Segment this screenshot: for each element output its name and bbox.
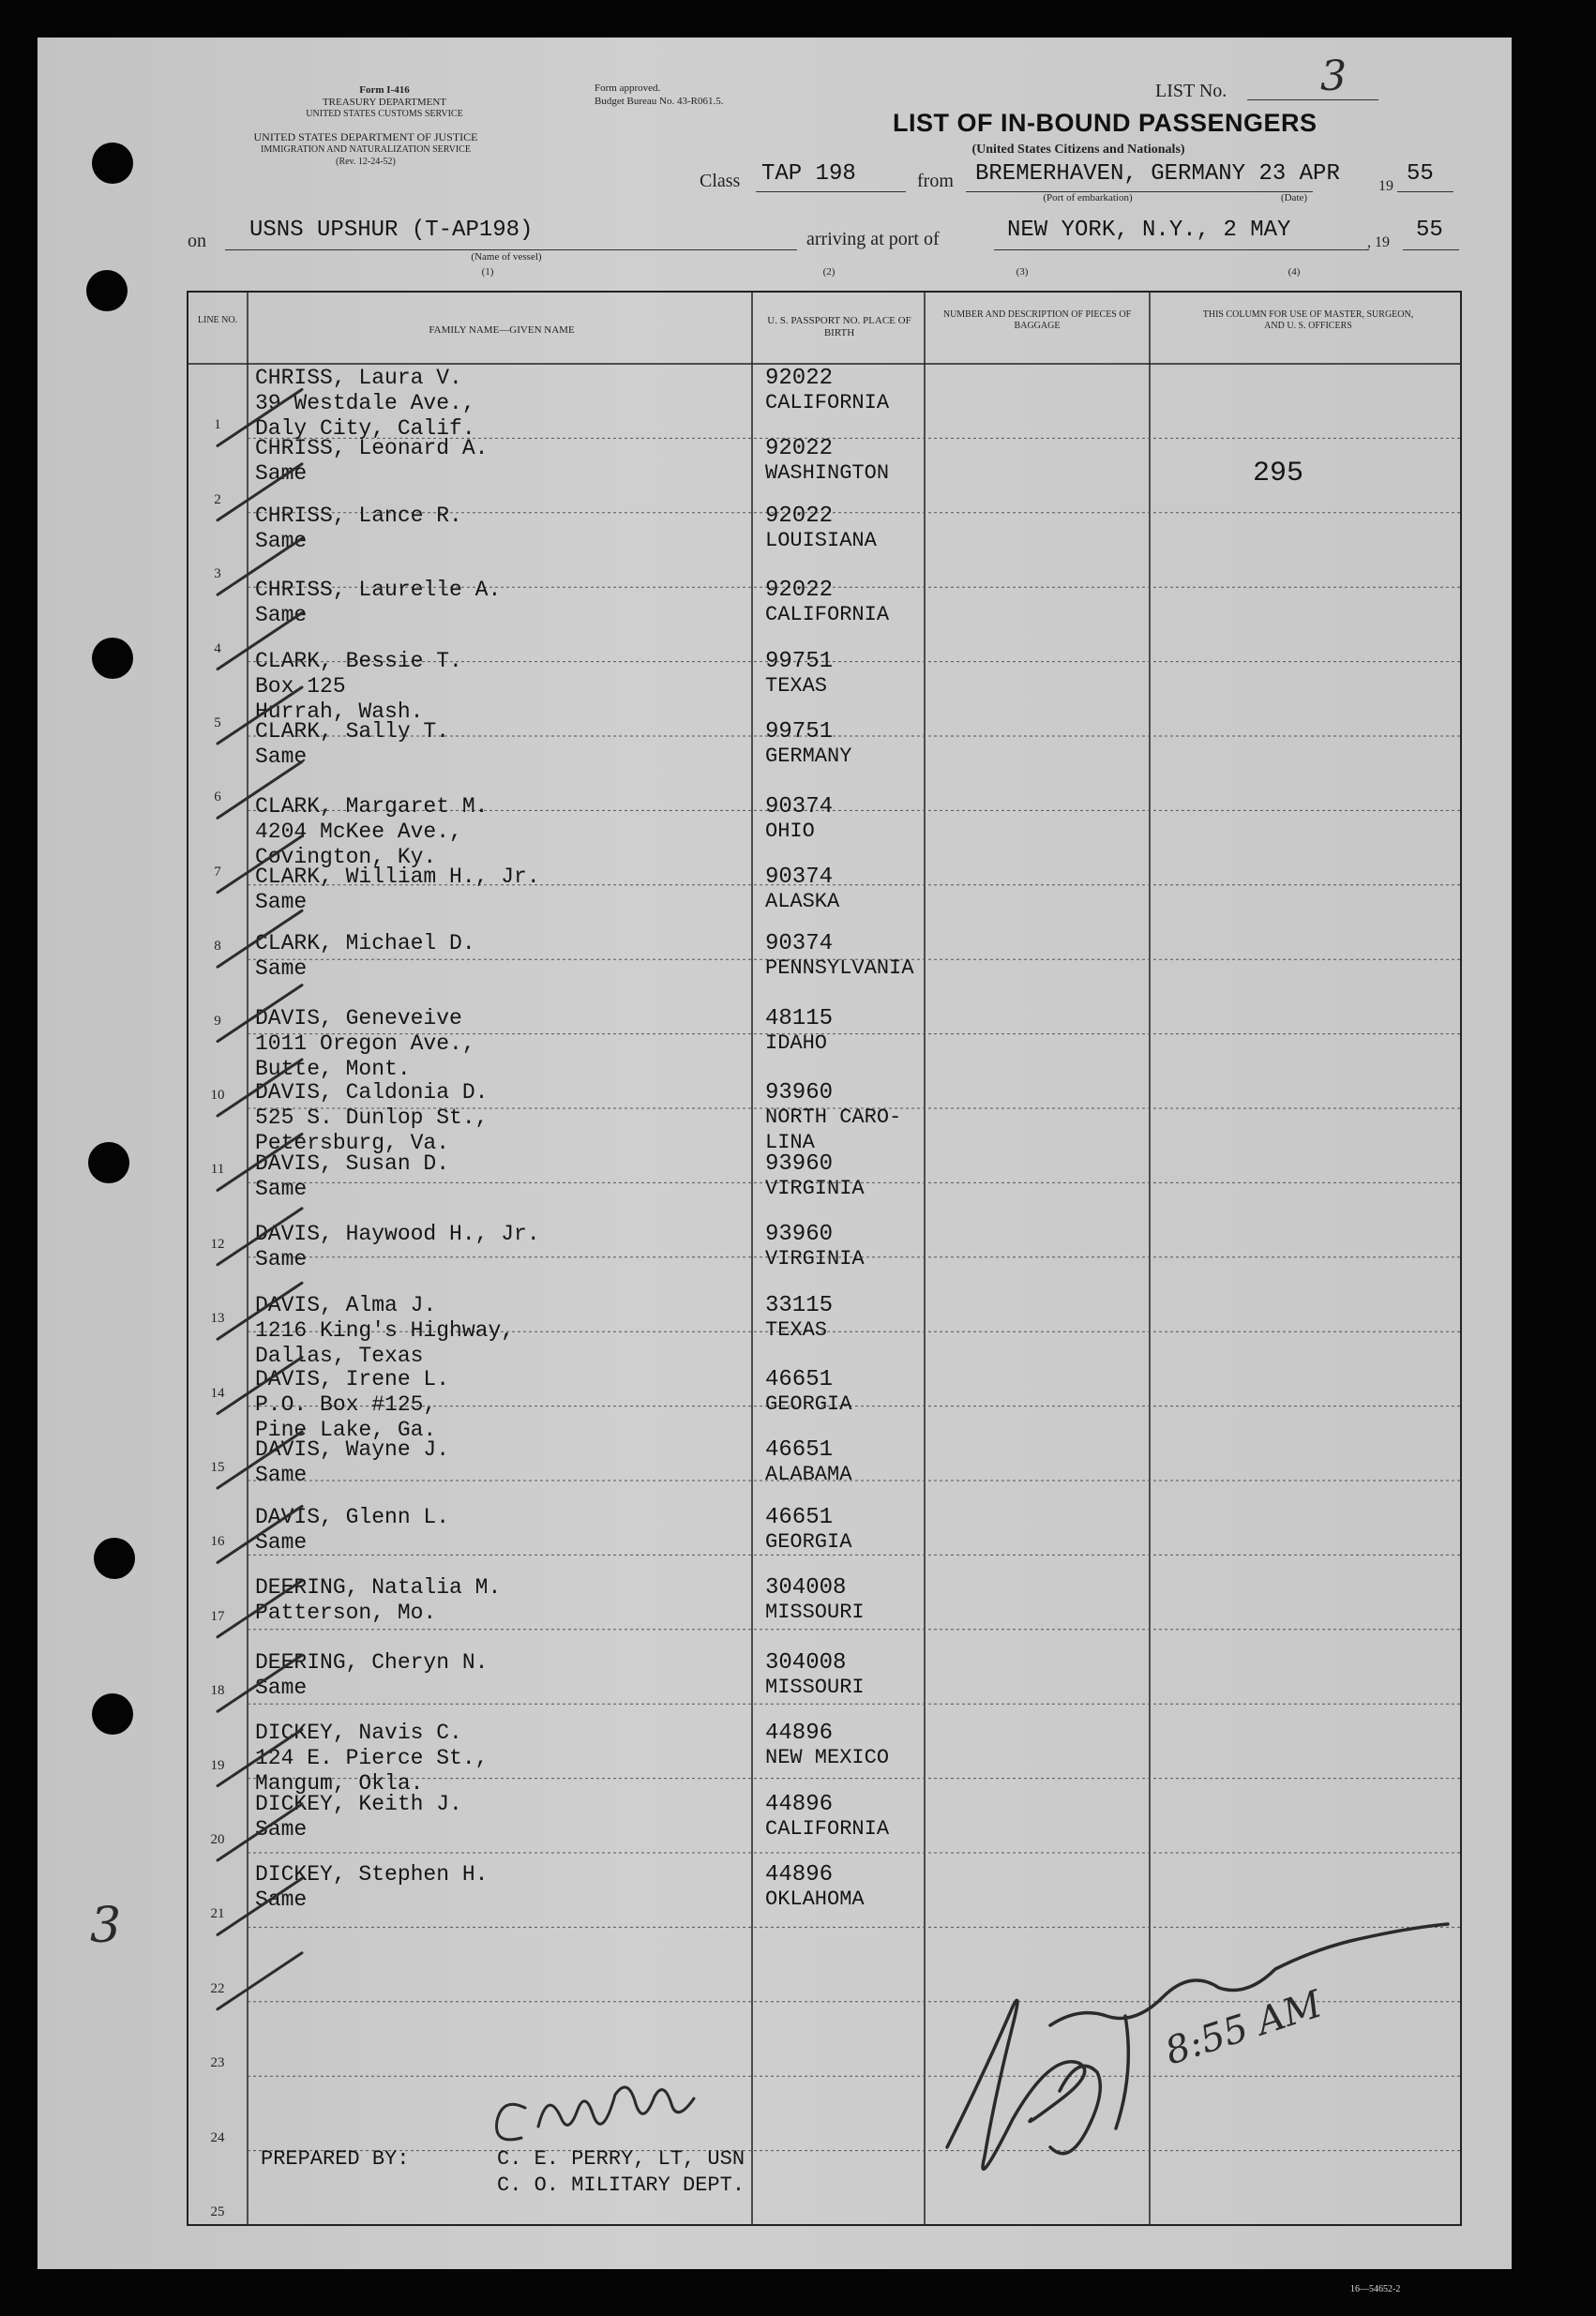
passenger-address: 4204 McKee Ave., [255, 819, 462, 844]
passport-number: 33115 [765, 1292, 834, 1318]
check-mark [218, 1804, 302, 1860]
class-value: TAP 198 [761, 161, 856, 187]
passenger-address: Pine Lake, Ga. [255, 1417, 437, 1442]
place-of-birth: LINA [765, 1131, 815, 1155]
line-number: 5 [214, 715, 221, 730]
list-no-value: 3 [1320, 53, 1347, 100]
passport-number: 92022 [765, 436, 834, 462]
passenger-address: Same [255, 528, 308, 553]
passenger-address: Dallas, Texas [255, 1343, 424, 1368]
line-number: 18 [210, 1683, 225, 1699]
passenger-address: Butte, Mont. [255, 1056, 411, 1081]
place-of-birth: NORTH CARO- [765, 1105, 902, 1130]
line-number: 17 [210, 1608, 225, 1624]
place-of-birth: MISSOURI [765, 1675, 865, 1699]
passport-number: 304008 [765, 1649, 847, 1676]
prepared-name: C. E. PERRY, LT, USN [497, 2147, 745, 2171]
place-of-birth: CALIFORNIA [765, 391, 890, 414]
passport-number: 93960 [765, 1222, 834, 1248]
col-index-1: (1) [481, 266, 494, 278]
header-officers: THIS COLUMN FOR USE OF MASTER, SURGEON, AND U. S. OFFICERS [1202, 309, 1414, 331]
passenger-name: DAVIS, Glenn L. [255, 1504, 450, 1529]
passenger-name: DAVIS, Wayne J. [255, 1437, 450, 1463]
passport-number: 46651 [765, 1366, 834, 1392]
passenger-address: Same [255, 1529, 308, 1555]
line-number: 25 [210, 2204, 225, 2219]
port-embarkation-label: (Port of embarkation) [1043, 192, 1133, 203]
place-of-birth: VIRGINIA [765, 1176, 865, 1200]
place-of-birth: ALASKA [765, 889, 840, 913]
from-value: BREMERHAVEN, GERMANY 23 APR [975, 161, 1340, 187]
passenger-name: DAVIS, Irene L. [255, 1366, 450, 1391]
place-of-birth: GEORGIA [765, 1391, 852, 1416]
passenger-address: Daly City, Calif. [255, 416, 475, 441]
passenger-name: DICKEY, Navis C. [255, 1721, 462, 1746]
passenger-address: Same [255, 1816, 308, 1842]
passenger-address: 525 S. Dunlop St., [255, 1105, 489, 1131]
col-index-4: (4) [1287, 266, 1301, 278]
from-year: 55 [1407, 161, 1434, 187]
passenger-address: Petersburg, Va. [255, 1131, 450, 1156]
check-mark [218, 1581, 302, 1637]
place-of-birth: PENNSYLVANIA [765, 956, 914, 981]
passenger-address: Same [255, 1176, 308, 1201]
check-mark [218, 1655, 302, 1711]
arrival-port: NEW YORK, N.Y., 2 MAY [1007, 218, 1291, 243]
line-number: 14 [210, 1385, 225, 1401]
page-title: LIST OF IN-BOUND PASSENGERS [893, 109, 1317, 137]
check-mark [218, 836, 302, 893]
check-mark [218, 687, 302, 744]
form-revision: (Rev. 12-24-52) [336, 157, 396, 167]
line-number: 16 [210, 1534, 225, 1550]
passenger-name: CHRISS, Lance R. [255, 503, 462, 528]
passenger-name: CLARK, Sally T. [255, 719, 450, 744]
passenger-address: Mangum, Okla. [255, 1771, 424, 1797]
arrival-year: 55 [1416, 218, 1443, 243]
passport-number: 99751 [765, 719, 834, 745]
header-name: FAMILY NAME—GIVEN NAME [429, 324, 575, 336]
passport-number: 46651 [765, 1504, 834, 1530]
passport-number: 93960 [765, 1080, 834, 1106]
place-of-birth: TEXAS [765, 1317, 828, 1342]
passport-number: 93960 [765, 1150, 834, 1177]
passenger-name: DAVIS, Caldonia D. [255, 1080, 489, 1105]
passenger-address: Same [255, 1887, 308, 1912]
passenger-name: DICKEY, Stephen H. [255, 1861, 489, 1887]
passport-number: 46651 [765, 1437, 834, 1464]
line-number: 11 [210, 1162, 225, 1178]
passenger-name: CLARK, William H., Jr. [255, 864, 540, 889]
line-number: 24 [210, 2129, 225, 2145]
passenger-name: DAVIS, Geneveive [255, 1005, 462, 1030]
passenger-name: DICKEY, Keith J. [255, 1791, 462, 1816]
prepared-dept: C. O. MILITARY DEPT. [497, 2173, 745, 2197]
form-approved: Form approved. [595, 83, 661, 94]
passport-number: 48115 [765, 1005, 834, 1031]
place-of-birth: ALABAMA [765, 1463, 852, 1487]
passport-number: 99751 [765, 648, 834, 674]
passenger-name: CHRISS, Laurelle A. [255, 578, 502, 603]
line-number: 8 [214, 939, 221, 955]
check-mark [218, 1134, 302, 1190]
line-number: 3 [214, 566, 221, 582]
header-passport: U. S. PASSPORT NO. PLACE OF BIRTH [767, 315, 911, 338]
passenger-name: DAVIS, Haywood H., Jr. [255, 1222, 540, 1247]
place-of-birth: NEW MEXICO [765, 1746, 890, 1770]
check-mark [218, 1878, 302, 1934]
passport-number: 44896 [765, 1791, 834, 1817]
header-baggage: NUMBER AND DESCRIPTION OF PIECES OF BAGGAGE [942, 309, 1132, 331]
passenger-address: P.O. Box #125, [255, 1391, 437, 1417]
arrival-year-prefix: , 19 [1367, 234, 1390, 250]
line-number: 13 [210, 1311, 225, 1327]
passport-number: 92022 [765, 503, 834, 529]
passport-number: 90374 [765, 864, 834, 890]
passenger-address: Same [255, 1247, 308, 1272]
passenger-address: Patterson, Mo. [255, 1601, 437, 1626]
check-mark [218, 1283, 302, 1339]
col-index-2: (2) [822, 266, 836, 278]
passenger-address: 39 Westdale Ave., [255, 391, 475, 415]
passenger-name: CLARK, Margaret M. [255, 793, 489, 819]
from-year-prefix: 19 [1378, 178, 1393, 194]
passport-number: 92022 [765, 366, 834, 391]
place-of-birth: IDAHO [765, 1030, 828, 1055]
passenger-address: Hurrah, Wash. [255, 699, 424, 724]
passenger-name: CHRISS, Leonard A. [255, 436, 489, 461]
line-number: 22 [210, 1980, 225, 1996]
passport-number: 92022 [765, 578, 834, 604]
line-number: 4 [214, 640, 221, 656]
place-of-birth: CALIFORNIA [765, 603, 890, 627]
line-number: 9 [214, 1013, 221, 1029]
passport-number: 90374 [765, 931, 834, 957]
passenger-address: Same [255, 461, 308, 487]
on-label: on [188, 231, 206, 251]
passenger-address: Box 125 [255, 673, 346, 699]
passport-number: 44896 [765, 1861, 834, 1887]
line-number: 15 [210, 1460, 225, 1475]
dept-treasury: TREASURY DEPARTMENT [322, 97, 447, 108]
check-mark [218, 910, 302, 967]
check-mark [218, 538, 302, 594]
passenger-name: DAVIS, Alma J. [255, 1292, 437, 1317]
arriving-label: arriving at port of [806, 229, 940, 249]
line-number: 1 [214, 417, 221, 433]
place-of-birth: VIRGINIA [765, 1247, 865, 1271]
line-number: 6 [214, 790, 221, 805]
check-mark [218, 761, 302, 818]
place-of-birth: OHIO [765, 819, 815, 843]
check-mark [218, 1953, 302, 2009]
list-no-label: LIST No. [1155, 81, 1227, 101]
line-number: 7 [214, 864, 221, 880]
prepared-label: PREPARED BY: [261, 2147, 410, 2171]
check-mark [218, 613, 302, 669]
passenger-address: Same [255, 889, 308, 914]
vessel-name: USNS UPSHUR (T-AP198) [249, 218, 534, 243]
date-label: (Date) [1280, 192, 1308, 203]
page-subtitle: (United States Citizens and Nationals) [971, 143, 1185, 157]
passenger-address: 1011 Oregon Ave., [255, 1030, 475, 1056]
check-mark [218, 1358, 302, 1414]
line-number: 10 [210, 1088, 225, 1103]
passenger-name: DAVIS, Susan D. [255, 1150, 450, 1176]
line-number: 2 [214, 491, 221, 507]
check-mark [218, 464, 302, 520]
check-mark [218, 389, 302, 445]
passenger-name: CLARK, Bessie T. [255, 648, 462, 673]
passport-number: 44896 [765, 1721, 834, 1747]
budget-bureau: Budget Bureau No. 43-R061.5. [595, 96, 724, 107]
dept-immigration: IMMIGRATION AND NATURALIZATION SERVICE [261, 144, 471, 155]
header-line-no: LINE NO. [197, 315, 238, 325]
place-of-birth: MISSOURI [765, 1601, 865, 1625]
footer-code: 16—54652-2 [1350, 2284, 1401, 2294]
check-mark [218, 1432, 302, 1488]
passenger-address: 1216 King's Highway, [255, 1317, 515, 1343]
passenger-address: 124 E. Pierce St., [255, 1746, 489, 1771]
col-index-3: (3) [1016, 266, 1029, 278]
line-number: 19 [210, 1757, 225, 1773]
vessel-name-label: (Name of vessel) [471, 251, 542, 263]
form-number: Form I-416 [359, 84, 410, 96]
passenger-address: Same [255, 956, 308, 982]
line-number: 21 [210, 1906, 225, 1922]
place-of-birth: GEORGIA [765, 1529, 852, 1554]
check-mark [218, 1506, 302, 1562]
place-of-birth: TEXAS [765, 673, 828, 698]
passenger-name: DEERING, Natalia M. [255, 1575, 502, 1601]
check-mark [218, 1209, 302, 1265]
line-number: 12 [210, 1236, 225, 1252]
check-mark [218, 985, 302, 1042]
dept-justice: UNITED STATES DEPARTMENT OF JUSTICE [253, 130, 478, 143]
line-number: 20 [210, 1832, 225, 1847]
stamp-note: 8:55 AM [1160, 1982, 1328, 2074]
place-of-birth: GERMANY [765, 744, 852, 769]
check-mark [218, 1060, 302, 1116]
passenger-name: DEERING, Cheryn N. [255, 1649, 489, 1675]
place-of-birth: OKLAHOMA [765, 1887, 865, 1911]
passenger-address: Same [255, 603, 308, 628]
margin-note: 3 [90, 1898, 122, 1954]
passenger-address: Same [255, 744, 308, 770]
line-number: 23 [210, 2055, 225, 2071]
officer-note: 295 [1253, 458, 1304, 489]
place-of-birth: CALIFORNIA [765, 1816, 890, 1841]
from-label: from [917, 171, 954, 191]
class-label: Class [700, 171, 741, 191]
passenger-address: Covington, Ky. [255, 844, 437, 869]
place-of-birth: WASHINGTON [765, 461, 890, 486]
passport-number: 90374 [765, 793, 834, 820]
dept-customs: UNITED STATES CUSTOMS SERVICE [306, 109, 463, 119]
passenger-name: CHRISS, Laura V. [255, 366, 462, 390]
check-mark [218, 1730, 302, 1786]
passenger-name: CLARK, Michael D. [255, 931, 475, 956]
passenger-address: Same [255, 1675, 308, 1700]
passport-number: 304008 [765, 1575, 847, 1602]
passenger-address: Same [255, 1463, 308, 1488]
place-of-birth: LOUISIANA [765, 528, 877, 552]
